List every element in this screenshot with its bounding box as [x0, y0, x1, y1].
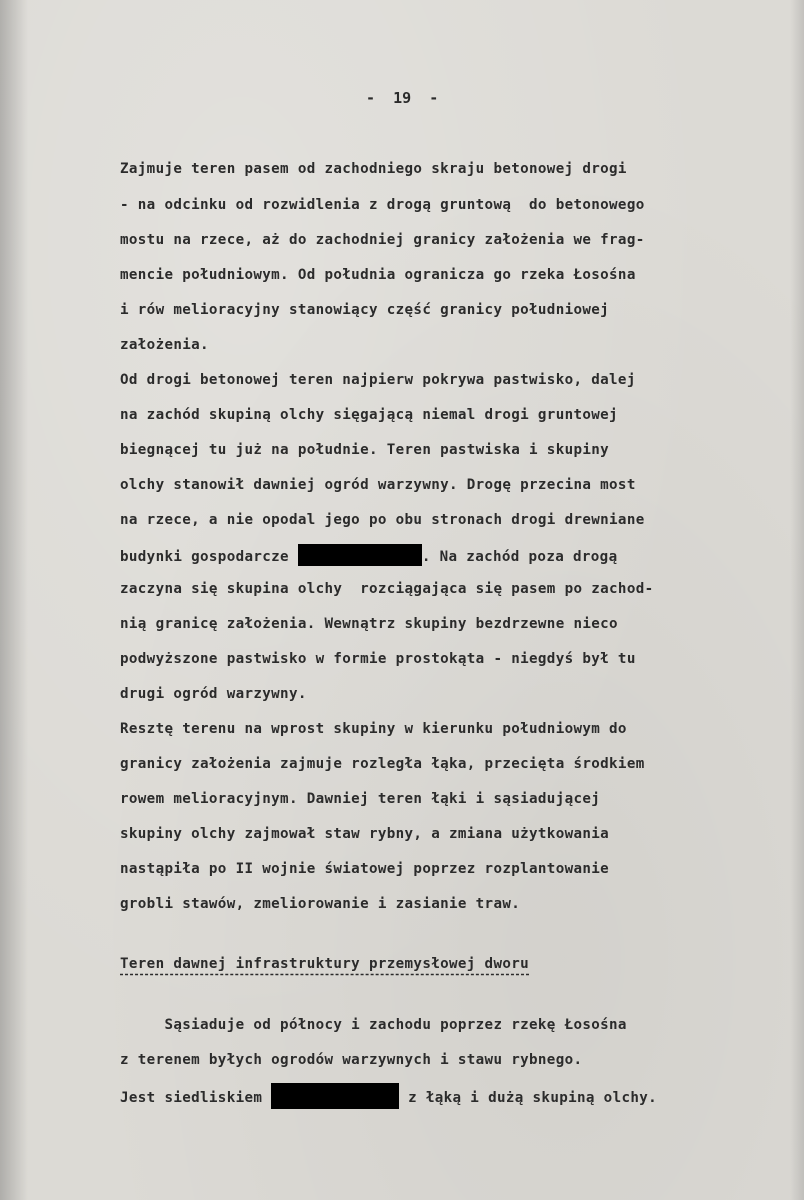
text-line: Zajmuje teren pasem od zachodniego skraju betonowej drogi [120, 161, 627, 177]
text-line: drugi ogród warzywny. [120, 686, 307, 702]
text-line: granicy założenia zajmuje rozległa łąka, przecięta środkiem [120, 756, 645, 772]
text-segment: budynki gospodarcze [120, 549, 298, 565]
text-line: na rzece, a nie opodal jego po obu stronach drogi drewniane [120, 512, 645, 528]
text-line: z terenem byłych ogrodów warzywnych i stawu rybnego. [120, 1052, 583, 1068]
text-line: rowem melioracyjnym. Dawniej teren łąki i sąsiadującej [120, 791, 601, 807]
redaction-box [271, 1083, 399, 1109]
text-line: założenia. [120, 337, 209, 353]
text-line: zaczyna się skupina olchy rozciągająca się pasem po zachod- [120, 581, 654, 597]
text-line: skupiny olchy zajmował staw rybny, a zmiana użytkowania [120, 826, 610, 842]
text-line-redacted [120, 1085, 657, 1111]
text-line: na zachód skupiną olchy sięgającą niemal drogi gruntowej [120, 407, 618, 423]
text-line: nastąpiła po II wojnie światowej poprzez rozplantowanie [120, 861, 610, 877]
text-line: biegnącej tu już na południe. Teren pastwiska i skupiny [120, 442, 610, 458]
text-line: - na odcinku od rozwidlenia z drogą gruntową do betonowego [120, 197, 645, 213]
text-line-redacted [120, 546, 617, 568]
section-heading: Teren dawnej infrastruktury przemysłowej dworu [120, 956, 530, 972]
text-line: Resztę terenu na wprost skupiny w kierunku południowym do [120, 721, 627, 737]
text-line: Od drogi betonowej teren najpierw pokrywa pastwisko, dalej [120, 372, 636, 388]
redaction-box [298, 544, 422, 566]
text-line: Sąsiaduje od północy i zachodu poprzez rzekę Łosośna [120, 1017, 627, 1033]
text-line: grobli stawów, zmeliorowanie i zasianie traw. [120, 896, 521, 912]
text-line: podwyższone pastwisko w formie prostokąta - niegdyś był tu [120, 651, 636, 667]
page-number: - 19 - [366, 89, 439, 107]
text-line: nią granicę założenia. Wewnątrz skupiny bezdrzewne nieco [120, 616, 618, 632]
text-line: olchy stanowił dawniej ogród warzywny. Drogę przecina most [120, 477, 636, 493]
text-segment: z łąką i dużą skupiną olchy. [399, 1090, 658, 1106]
text-segment: Jest siedliskiem [120, 1090, 272, 1106]
text-segment: . Na zachód poza drogą [421, 549, 618, 565]
text-line: mostu na rzece, aż do zachodniej granicy założenia we frag- [120, 232, 645, 248]
text-line: i rów melioracyjny stanowiący część granicy południowej [120, 302, 610, 318]
text-line: mencie południowym. Od południa ogranicza go rzeka Łosośna [120, 267, 636, 283]
